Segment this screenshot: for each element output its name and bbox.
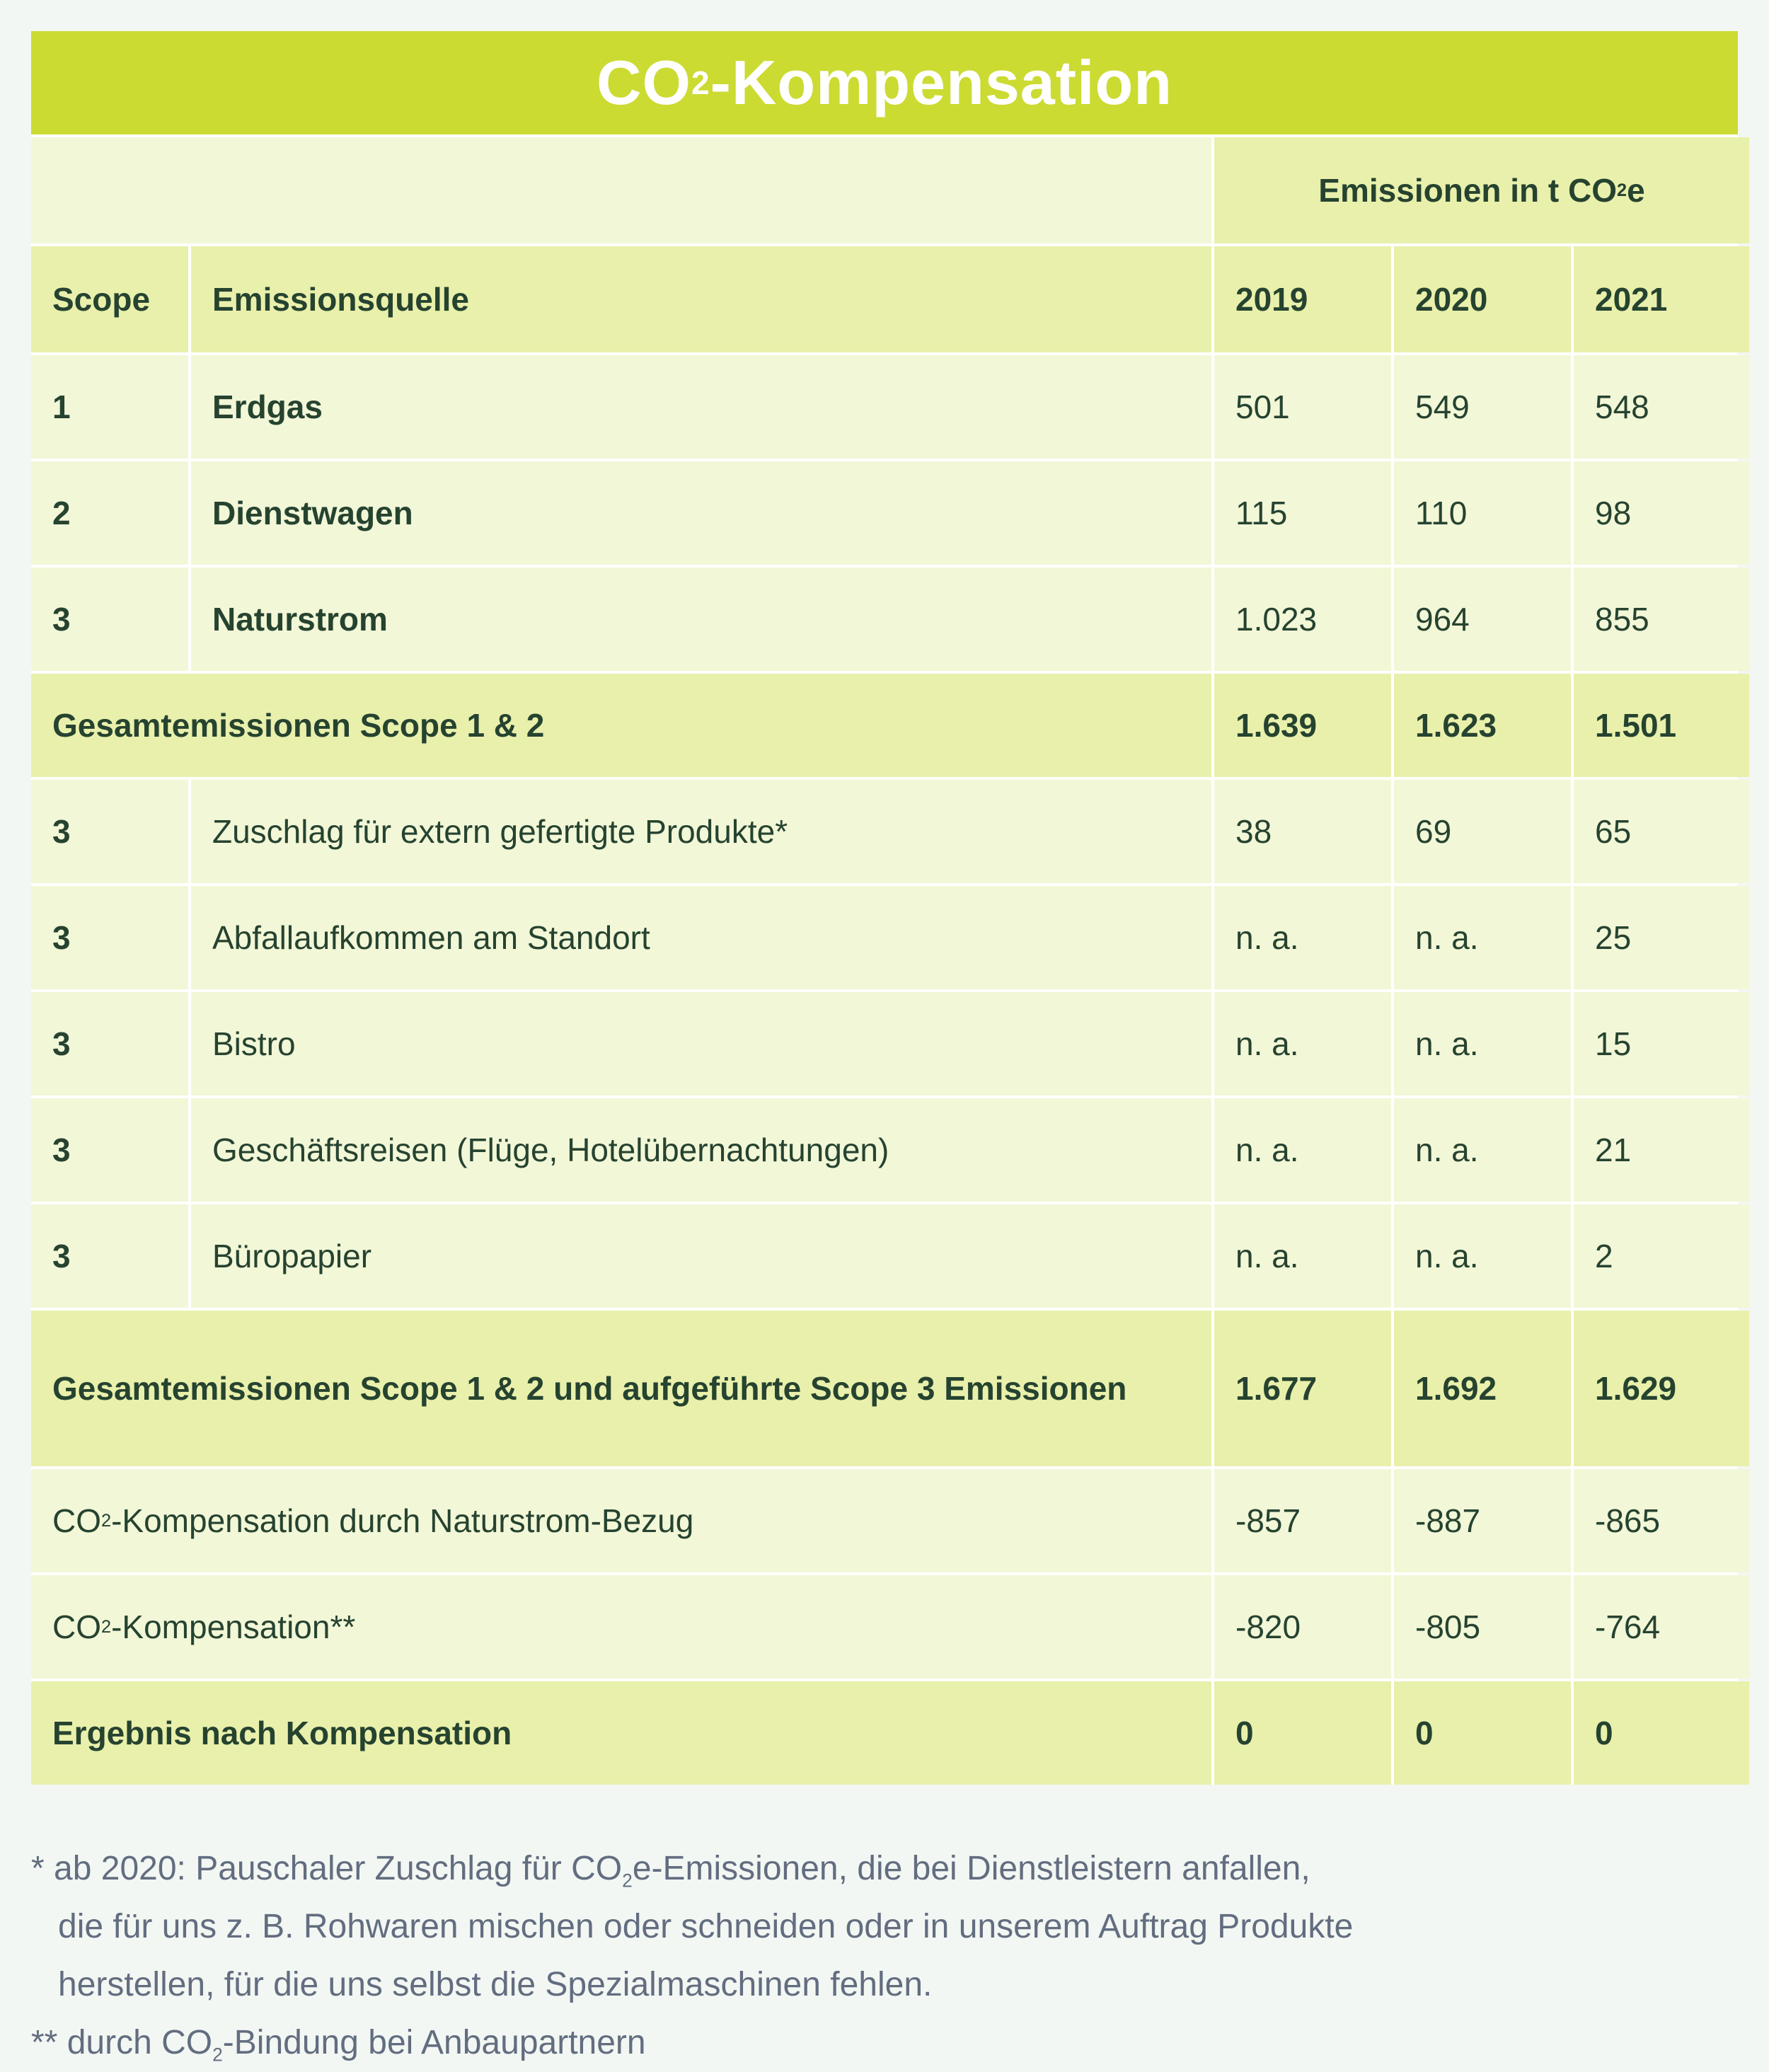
table-row-scope: 3 [31,1204,188,1308]
footnotes [31,1840,1744,2072]
table-row-value-2019: n. a. [1214,1204,1391,1308]
table-row-value-2020: 110 [1394,461,1571,565]
column-header-2021: 2021 [1574,246,1749,352]
table-row-source: Abfallaufkommen am Standort [191,886,1211,989]
table-row-value-2019: 1.023 [1214,568,1391,671]
title-text: CO [596,47,691,117]
table-row-value-2020: 964 [1394,568,1571,671]
table-row-value-2020: 69 [1394,780,1571,883]
footnote-subscript: 2 [622,1870,633,1892]
footnote-1-line-3: herstellen, für die uns selbst die Spezialmaschinen fehlen. [58,1966,933,2003]
column-header-scope: Scope [31,246,188,352]
table-row-scope: 3 [31,780,188,883]
table-title: CO 2 -Kompensation [31,31,1738,137]
result-2019: 0 [1214,1681,1391,1785]
subtotal-value-2019: 1.639 [1214,674,1391,777]
table-row-source: Geschäftsreisen (Flüge, Hotelübernachtungen) [191,1098,1211,1202]
table-row-value-2019: n. a. [1214,992,1391,1095]
footnote-1-line-1 [31,1840,1744,1898]
table-row-value-2019: 38 [1214,780,1391,883]
table-row-value-2019: 501 [1214,355,1391,459]
table-row-source: Büropapier [191,1204,1211,1308]
table-row-value-2021: 21 [1574,1098,1749,1202]
compensation-label-suffix: -Kompensation durch Naturstrom-Bezug [111,1502,694,1539]
total-value-2019: 1.677 [1214,1311,1391,1466]
table-row-value-2020: n. a. [1394,886,1571,989]
compensation-naturstrom-label: CO 2 -Kompensation durch Naturstrom-Bezug [31,1469,1211,1572]
subtotal-value-2021: 1.501 [1574,674,1749,777]
table-row-source: Zuschlag für extern gefertigte Produkte* [191,780,1211,883]
compensation-label-text: CO [52,1502,101,1539]
compensation-naturstrom-2019: -857 [1214,1469,1391,1572]
table-row-value-2021: 15 [1574,992,1749,1095]
subtotal-value-2020: 1.623 [1394,674,1571,777]
footnote-text: ** durch CO [31,2024,213,2061]
compensation-label-text: CO [52,1608,101,1645]
title-text-suffix: -Kompensation [710,47,1173,117]
table-row-value-2021: 98 [1574,461,1749,565]
footnote-subscript: 2 [212,2044,223,2066]
co2-compensation-table [31,31,1738,1785]
footnote-text-suffix: -Bindung bei Anbaupartnern [222,2024,646,2061]
footnote-text-suffix: e-Emissionen, die bei Dienstleistern anfallen, [632,1850,1310,1887]
unit-header: Emissionen in t CO 2 e [1214,137,1749,243]
table-row-value-2021: 855 [1574,568,1749,671]
footnote-2 [31,2014,1744,2072]
table-row-value-2020: n. a. [1394,1098,1571,1202]
footnote-text: * ab 2020: Pauschaler Zuschlag für CO [31,1850,623,1887]
table-row-scope: 2 [31,461,188,565]
column-header-2019: 2019 [1214,246,1391,352]
result-label: Ergebnis nach Kompensation [31,1681,1211,1785]
total-value-2021: 1.629 [1574,1311,1749,1466]
table-row-value-2021: 2 [1574,1204,1749,1308]
compensation-label-suffix: -Kompensation** [111,1608,356,1645]
table-row-scope: 1 [31,355,188,459]
table-row-value-2021: 548 [1574,355,1749,459]
compensation-2019: -820 [1214,1575,1391,1679]
table-row-value-2020: n. a. [1394,1204,1571,1308]
table-row-value-2019: 115 [1214,461,1391,565]
unit-label-suffix: e [1627,172,1645,209]
column-header-2020: 2020 [1394,246,1571,352]
table-row-source: Dienstwagen [191,461,1211,565]
table-row-source: Naturstrom [191,568,1211,671]
table-row-scope: 3 [31,992,188,1095]
compensation-naturstrom-2021: -865 [1574,1469,1749,1572]
result-2021: 0 [1574,1681,1749,1785]
table-row-value-2021: 65 [1574,780,1749,883]
compensation-label: CO 2 -Kompensation** [31,1575,1211,1679]
table-row-value-2019: n. a. [1214,886,1391,989]
footnote-1-line-2: die für uns z. B. Rohwaren mischen oder schneiden oder in unserem Auftrag Produkte [58,1908,1354,1945]
table-row-value-2020: 549 [1394,355,1571,459]
table-row-source: Bistro [191,992,1211,1095]
table-row-value-2019: n. a. [1214,1098,1391,1202]
total-value-2020: 1.692 [1394,1311,1571,1466]
table-row-scope: 3 [31,1098,188,1202]
unit-label: Emissionen in t CO [1318,172,1618,209]
table-row-scope: 3 [31,886,188,989]
subtotal-label: Gesamtemissionen Scope 1 & 2 [31,674,1211,777]
total-label: Gesamtemissionen Scope 1 & 2 und aufgeführte Scope 3 Emissionen [31,1311,1211,1466]
compensation-2021: -764 [1574,1575,1749,1679]
table-grid [31,137,1738,1785]
table-row-scope: 3 [31,568,188,671]
header-empty-cell [31,137,1211,243]
result-2020: 0 [1394,1681,1571,1785]
table-row-value-2020: n. a. [1394,992,1571,1095]
compensation-2020: -805 [1394,1575,1571,1679]
column-header-source: Emissionsquelle [191,246,1211,352]
table-row-value-2021: 25 [1574,886,1749,989]
table-row-source: Erdgas [191,355,1211,459]
compensation-naturstrom-2020: -887 [1394,1469,1571,1572]
